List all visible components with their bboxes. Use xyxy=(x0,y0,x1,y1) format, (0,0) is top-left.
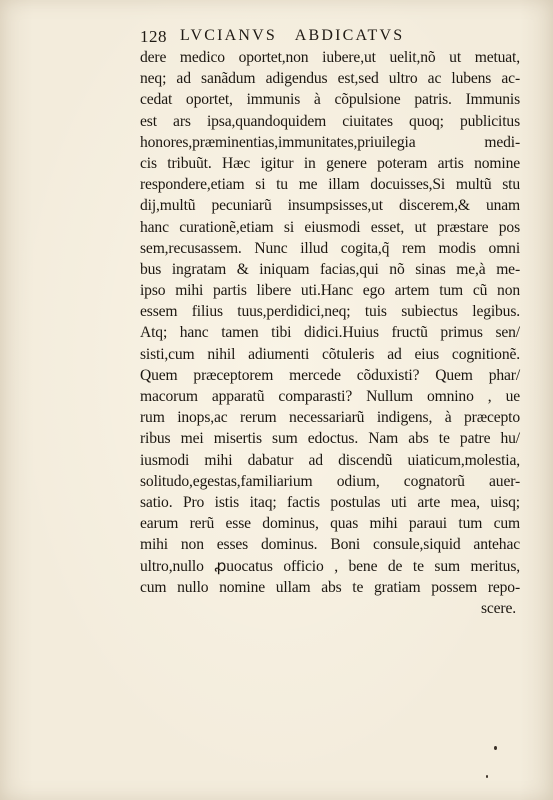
text-line: cis tribuũt. Hæc igitur in genere poteram artis nomine xyxy=(140,154,520,172)
text-line: Quem præceptorem mercede cõduxisti? Quem phar/ xyxy=(140,366,520,384)
text-line: est ars ipsa,quandoquidem ciuitates quoq; publicitus xyxy=(140,112,520,130)
text-line: cum nullo nomine ullam abs te gratiam possem repo- xyxy=(140,578,520,596)
text-line: dij,multũ pecuniarũ insumpsisses,ut discerem,& unam xyxy=(140,197,520,215)
text-line: earum rerũ esse dominus, quas mihi paraui tum cum xyxy=(140,515,520,533)
text-line: cedat oportet, immunis à cõpulsione patris. Immunis xyxy=(140,91,520,109)
text-line: bus ingratam & iniquam facias,qui nõ sinas me,à me- xyxy=(140,260,520,278)
text-line: sisti,cum nihil adiumenti cõtuleris ad eius cognitionẽ. xyxy=(140,345,520,363)
text-line: macorum apparatũ comparasti? Nullum omnino , ue xyxy=(140,388,520,405)
page-header xyxy=(140,27,480,49)
ink-speck xyxy=(494,746,497,750)
text-line: satio. Pro istis itaq; factis postulas uti arte mea, uisq; xyxy=(140,493,520,511)
text-line: ultro,nullo ꝓuocatus officio , bene de te sum meritus, xyxy=(140,557,520,575)
text-line: Atq; hanc tamen tibi didici.Huius fructũ primus sen/ xyxy=(140,324,520,342)
text-line: ipso mihi partis libere uti.Hanc ego artem tum cũ non xyxy=(140,282,520,300)
body-text xyxy=(140,47,520,619)
text-line: iusmodi mihi dabatur ad discendũ uiaticum,molestia, xyxy=(140,451,520,469)
text-line-final: scere. xyxy=(480,599,516,617)
text-line: honores,præminentias,immunitates,priuilegia medi- xyxy=(140,133,520,151)
text-line: neq; ad sanãdum adigendus est,sed ultro ac lubens ac- xyxy=(140,70,520,88)
text-line: ribus mei misertis sum edoctus. Nam abs te patre hu/ xyxy=(140,430,520,448)
text-line: hanc curationẽ,etiam si eiusmodi esset, ut præstare pos xyxy=(140,218,520,236)
running-title: LVCIANVS ABDICATVS xyxy=(180,27,405,44)
text-line: essem filius tuus,perdidici,neq; tuis subiectus legibus. xyxy=(140,303,520,321)
ink-speck xyxy=(486,775,488,778)
text-line: mihi non esses dominus. Boni consule,siquid antehac xyxy=(140,536,520,554)
text-line: sem,recusassem. Nunc illud cogita,q̃ rem modis omni xyxy=(140,239,520,257)
text-line: rum inops,ac rerum necessariarũ indigens, à præcepto xyxy=(140,409,520,427)
text-line: solitudo,egestas,familiarium odium, cognatorũ auer- xyxy=(140,472,520,490)
text-line: respondere,etiam si tu me illam docuisses,Si multũ stu xyxy=(140,176,520,194)
folio-number: 128 xyxy=(140,27,167,46)
text-line: dere medico oportet,non iubere,ut uelit,nõ ut metuat, xyxy=(140,49,520,66)
